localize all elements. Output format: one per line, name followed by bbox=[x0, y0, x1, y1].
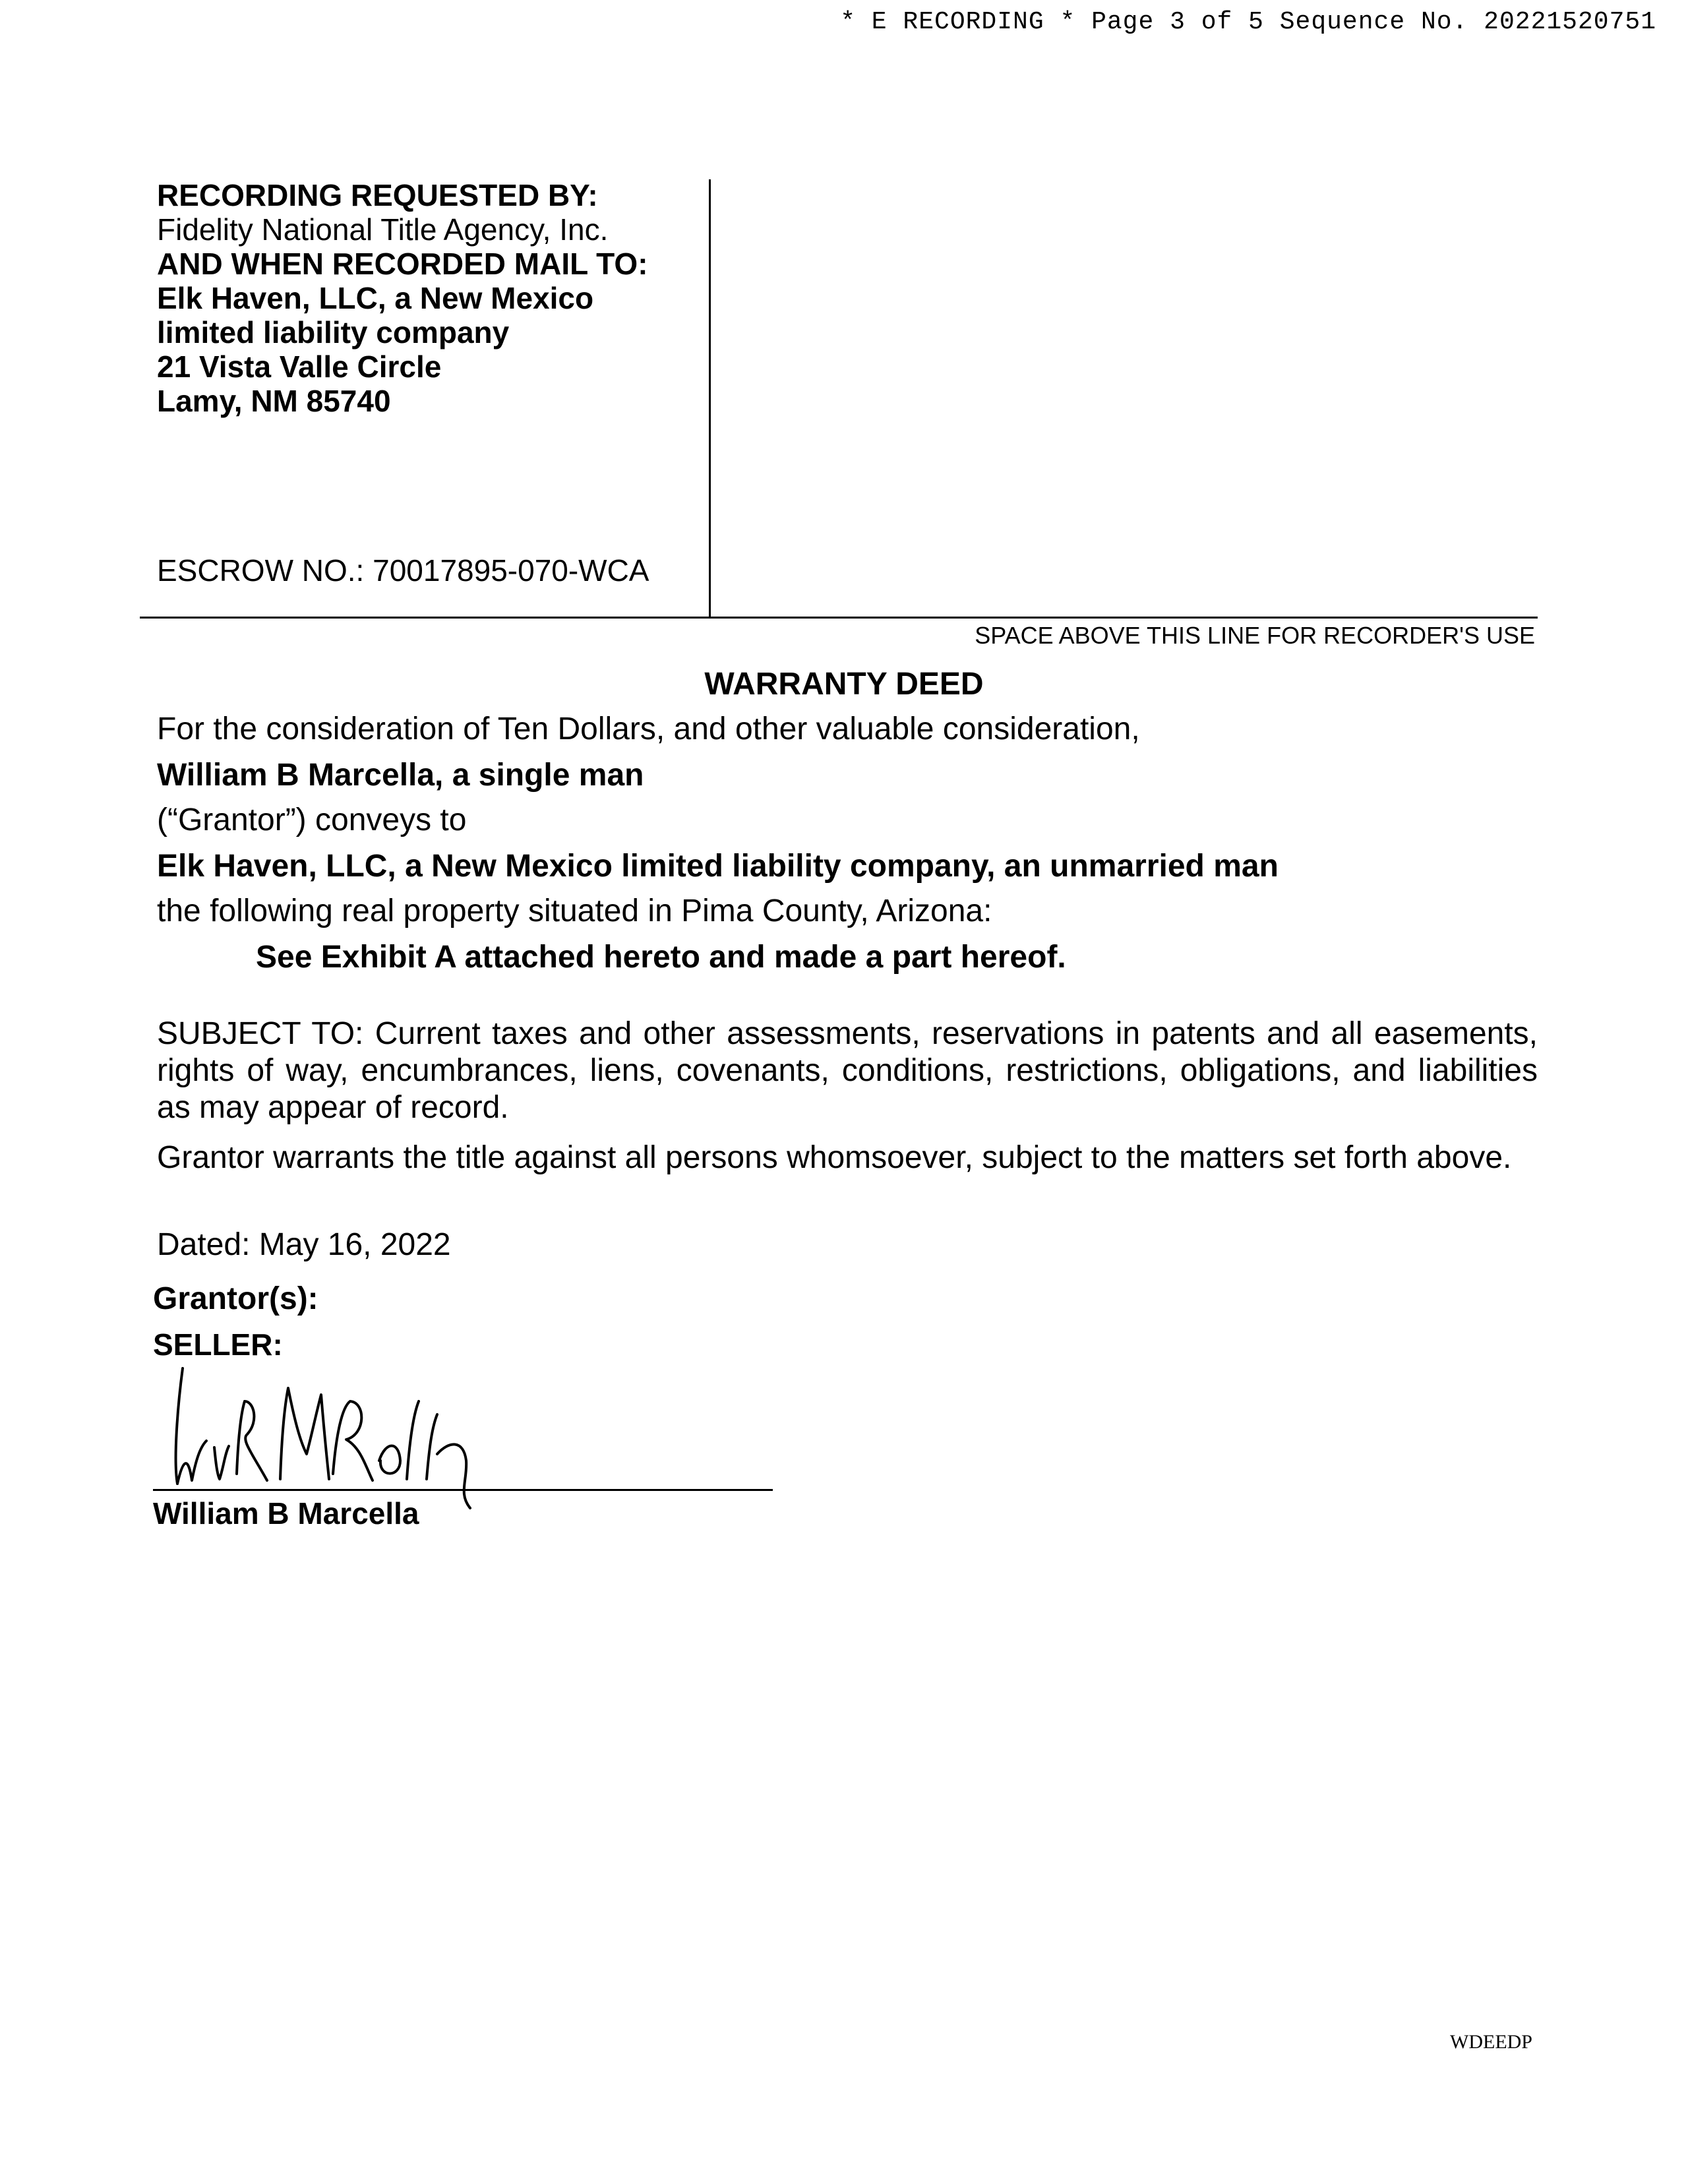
requested-by-label: RECORDING REQUESTED BY: bbox=[157, 178, 598, 212]
mail-to-line: Elk Haven, LLC, a New Mexico bbox=[157, 281, 594, 315]
mail-to-label: AND WHEN RECORDED MAIL TO: bbox=[157, 247, 648, 281]
consideration-text: For the consideration of Ten Dollars, and other valuable consideration, bbox=[157, 712, 1140, 746]
grantor-name: William B Marcella, a single man bbox=[157, 758, 644, 793]
recorder-space-line bbox=[140, 617, 1538, 619]
recording-info-box bbox=[157, 178, 648, 418]
requested-by-value: Fidelity National Title Agency, Inc. bbox=[157, 212, 609, 247]
mail-to-line: 21 Vista Valle Circle bbox=[157, 349, 442, 384]
warranty-paragraph: Grantor warrants the title against all persons whomsoever, subject to the matters set forth above. bbox=[157, 1140, 1512, 1175]
recording-box-divider bbox=[709, 179, 711, 619]
recorder-note: SPACE ABOVE THIS LINE FOR RECORDER'S USE bbox=[975, 622, 1535, 649]
grantee-name: Elk Haven, LLC, a New Mexico limited liability company, an unmarried man bbox=[157, 849, 1279, 884]
document-title: WARRANTY DEED bbox=[704, 667, 984, 702]
grantors-label: Grantor(s): bbox=[153, 1281, 318, 1316]
dated-text: Dated: May 16, 2022 bbox=[157, 1227, 451, 1262]
mail-to-line: Lamy, NM 85740 bbox=[157, 384, 391, 418]
signature-line bbox=[153, 1489, 773, 1491]
form-code: WDEEDP bbox=[1450, 2031, 1532, 2053]
escrow-number bbox=[157, 553, 649, 588]
signer-name: William B Marcella bbox=[153, 1496, 419, 1531]
exhibit-reference: See Exhibit A attached hereto and made a part hereof. bbox=[256, 940, 1066, 975]
escrow-value: 70017895-070-WCA bbox=[373, 553, 649, 588]
subject-to-paragraph: SUBJECT TO: Current taxes and other assessments, reservations in patents and all easements, rights of way, encumbrances, liens, covenants, conditions, restrictions, obligations, and liabilities as may appear of record. bbox=[157, 1016, 1538, 1125]
recording-stamp: * E RECORDING * Page 3 of 5 Sequence No. 20221520751 bbox=[840, 8, 1656, 36]
property-text: the following real property situated in Pima County, Arizona: bbox=[157, 894, 992, 928]
mail-to-line: limited liability company bbox=[157, 315, 510, 349]
escrow-label: ESCROW NO.: bbox=[157, 553, 365, 588]
seller-label: SELLER: bbox=[153, 1327, 283, 1362]
conveys-text: (“Grantor”) conveys to bbox=[157, 803, 467, 837]
